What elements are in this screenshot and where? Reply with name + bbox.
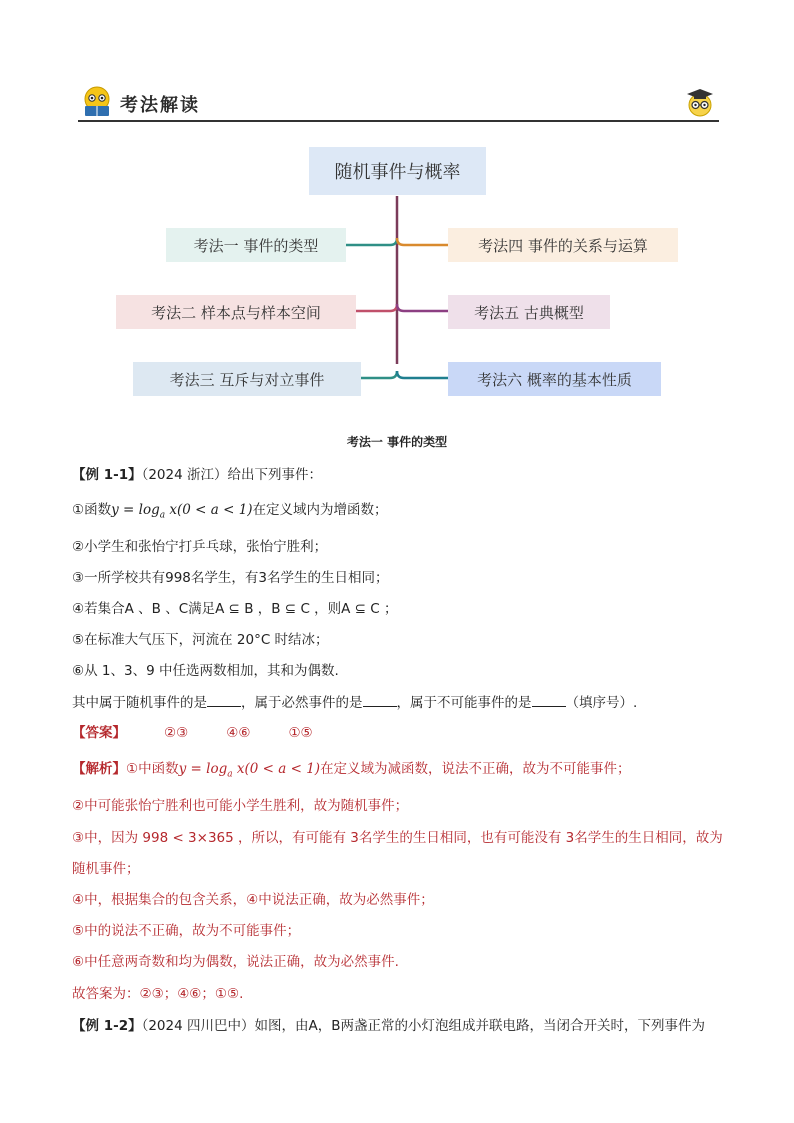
event-item-2: ②小学生和张怡宁打乒乓球，张怡宁胜利； [72,539,328,555]
mindmap-node-method-4: 考法四 事件的关系与运算 [448,228,678,262]
analysis-line-6: ⑤中的说法不正确，故为不可能事件； [72,923,301,939]
event-item-6: ⑥从 1、3、9 中任选两数相加，其和为偶数. [72,663,339,679]
blank-random[interactable] [207,692,241,707]
example-2-text: 如图，由A，B两盏正常的小灯泡组成并联电路，当闭合开关时，下列事件为 [254,1018,705,1034]
branch-right-1 [397,238,448,245]
example-2-source: （2024 四川巴中） [141,1018,255,1034]
example-source: （2024 浙江） [141,467,228,483]
mindmap-node-method-3: 考法三 互斥与对立事件 [133,362,361,396]
analysis-line-5: ④中，根据集合的包含关系，④中说法正确，故为必然事件； [72,892,434,908]
branch-right-3 [397,371,448,378]
event-item-1: ①函数$y = \log_a x(0 < a < 1)$在定义域内为增函数； [72,502,388,521]
answer-random: ②③ [164,725,189,741]
analysis-line-7: ⑥中任意两奇数和均为偶数，说法正确，故为必然事件. [72,954,399,970]
analysis-line-1: 【解析】①中函数$y = \log_a x(0 < a < 1)$在定义域为减函数，说法不正确，故为不可能事件； [72,761,631,780]
answer-impossible: ①⑤ [288,725,313,741]
mindmap-node-method-6: 考法六 概率的基本性质 [448,362,661,396]
example-intro: 给出下列事件： [227,467,322,483]
answer-line [72,723,313,743]
example-2-tag: 【例 1-2】 [72,1018,142,1034]
blank-certain[interactable] [363,692,397,707]
event-item-5: ⑤在标准大气压下，河流在 20°C 时结冰； [72,632,329,648]
mindmap [0,0,794,420]
question-line: 其中属于随机事件的是 ，属于必然事件的是 ，属于不可能事件的是 （填序号）. [72,692,637,713]
branch-left-1 [346,238,397,245]
section-title: 考法一 事件的类型 [346,435,448,449]
event-item-3: ③一所学校共有998名学生，有3名学生的生日相同； [72,570,389,586]
analysis-label: 【解析】 [72,761,126,777]
mindmap-node-method-5: 考法五 古典概型 [448,295,610,329]
example-tag: 【例 1-1】 [72,467,142,483]
answer-certain: ④⑥ [226,725,251,741]
branch-left-3 [361,371,397,378]
mindmap-center-node: 随机事件与概率 [309,147,486,195]
blank-impossible[interactable] [532,692,566,707]
event-item-4: ④若集合A 、B 、C满足A ⊆ B ，B ⊆ C ，则A ⊆ C ； [72,601,398,617]
analysis-line-3: ③中，因为 998 < 3×365 ，所以，有可能有 3名学生的生日相同，也有可能没有 3名学生的生日相同，故为 [72,830,723,846]
mindmap-node-method-1: 考法一 事件的类型 [166,228,346,262]
mindmap-node-method-2: 考法二 样本点与样本空间 [116,295,356,329]
branch-left-2 [356,304,397,311]
example-1-header [72,465,322,485]
analysis-line-2: ②中可能张怡宁胜利也可能小学生胜利，故为随机事件； [72,798,409,814]
mindmap-connectors [0,0,794,420]
header-title: 考法解读 [120,95,200,116]
answer-label: 【答案】 [72,725,126,741]
example-2-header [72,1016,705,1036]
conclusion-line: 故答案为：②③；④⑥；①⑤. [72,986,244,1002]
branch-right-2 [397,304,448,311]
analysis-line-4: 随机事件； [72,861,140,877]
